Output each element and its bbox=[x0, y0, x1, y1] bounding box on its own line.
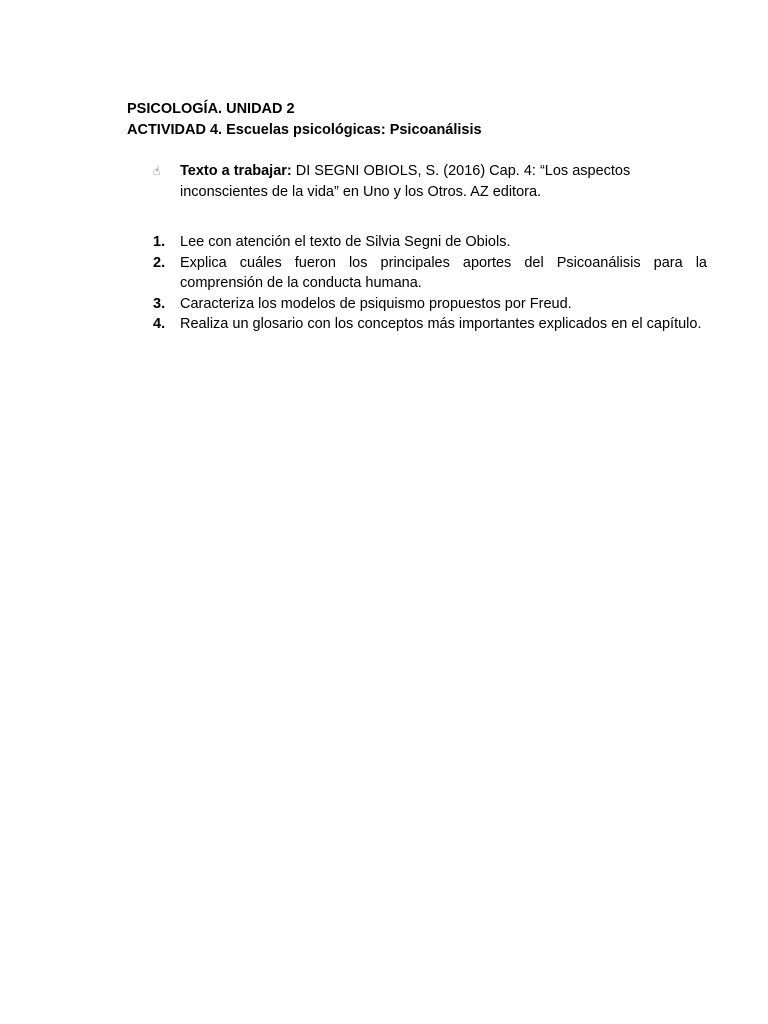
list-item-number: 1. bbox=[153, 234, 166, 250]
list-item-text: Caracteriza los modelos de psiquismo propuestos por Freud. bbox=[180, 295, 572, 312]
reading-reference-text: DI SEGNI OBIOLS, S. (2016) Cap. 4: “Los aspectos inconscientes de la vida” en Uno y los Otros. AZ editora. bbox=[180, 163, 631, 200]
document-title-line-1: PSICOLOGÍA. UNIDAD 2 bbox=[127, 101, 295, 117]
reading-reference bbox=[127, 161, 707, 202]
list-item-number: 2. bbox=[153, 254, 166, 271]
list-item bbox=[127, 294, 707, 315]
list-item-number: 3. bbox=[153, 295, 166, 312]
document-page bbox=[127, 99, 707, 335]
list-item-text: Realiza un glosario con los conceptos más importantes explicados en el capítulo. bbox=[180, 316, 702, 332]
list-item-text: Lee con atención el texto de Silvia Segni de Obiols. bbox=[180, 234, 511, 250]
reading-reference-label: Texto a trabajar: bbox=[180, 163, 292, 179]
document-title-line-2: ACTIVIDAD 4. Escuelas psicológicas: Psicoanálisis bbox=[127, 121, 482, 138]
list-item-number: 4. bbox=[153, 316, 166, 332]
pointing-hand-icon: ☝ bbox=[153, 164, 161, 178]
spacer bbox=[127, 140, 707, 161]
list-item bbox=[127, 314, 707, 335]
list-item bbox=[127, 253, 707, 294]
spacer bbox=[127, 202, 707, 232]
list-item bbox=[127, 232, 707, 253]
list-item-text: Explica cuáles fueron los principales aportes del Psicoanálisis para la comprensión de la conducta humana. bbox=[180, 254, 707, 291]
task-list bbox=[127, 232, 707, 335]
